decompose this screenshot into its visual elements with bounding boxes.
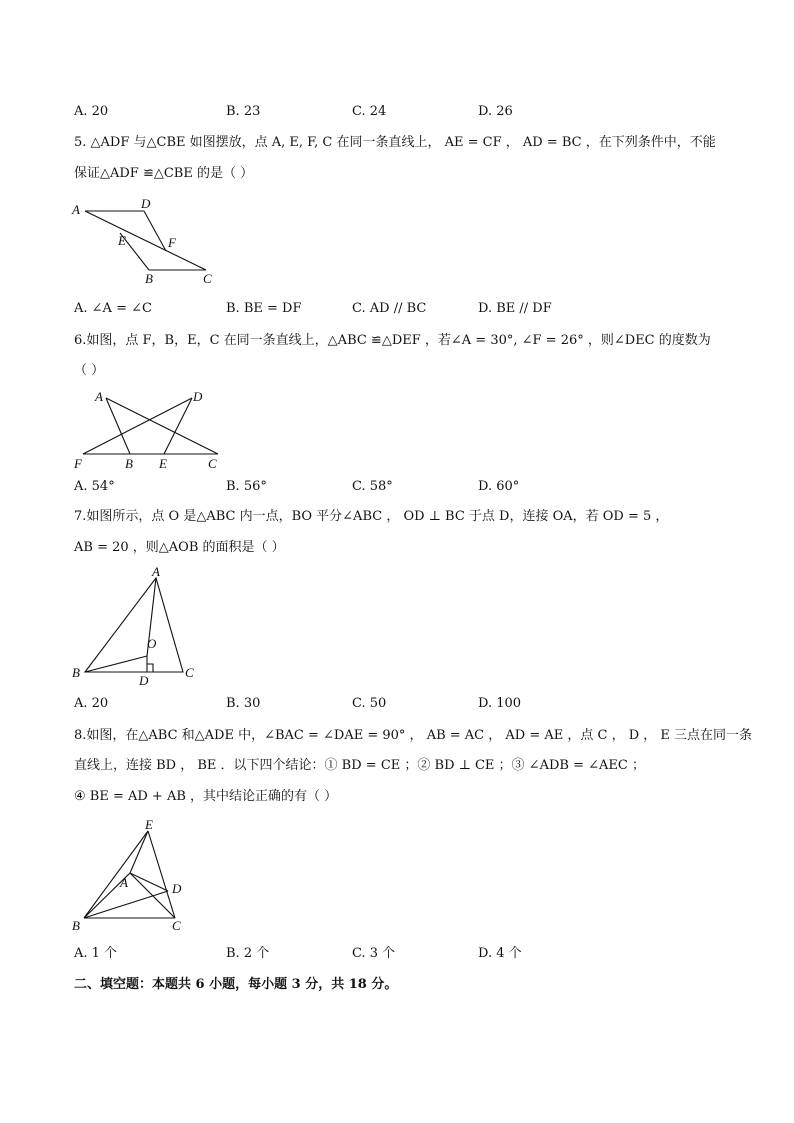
q5-option-a[interactable]: A. ∠A = ∠C xyxy=(74,301,152,316)
q6-segment-ac xyxy=(106,398,218,454)
q4-option-d[interactable]: D. 26 xyxy=(478,104,513,119)
q8-label-a: A xyxy=(120,875,128,890)
q8-label-e: E xyxy=(145,817,153,832)
q6-label-a: A xyxy=(95,389,103,404)
q5-label-c: C xyxy=(203,271,212,286)
q4-option-b[interactable]: B. 23 xyxy=(226,104,261,119)
section2-heading: 二、填空题：本题共 6 小题，每小题 3 分，共 18 分。 xyxy=(74,977,398,992)
q8-option-d[interactable]: D. 4 个 xyxy=(478,946,522,961)
q6-label-d: D xyxy=(193,389,203,404)
q6-segment-fd xyxy=(83,398,192,454)
q5-option-c[interactable]: C. AD // BC xyxy=(352,301,427,316)
q7-option-d[interactable]: D. 100 xyxy=(478,696,522,711)
q8-figure xyxy=(68,813,208,939)
q4-option-a[interactable]: A. 20 xyxy=(74,104,109,119)
q7-right-angle-mark xyxy=(147,664,153,672)
q5-text-line2: 保证△ADF ≌△CBE 的是（ ） xyxy=(74,166,254,181)
q5-segment-ac xyxy=(85,211,206,270)
q5-text-line1: 5. △ADF 与△CBE 如图摆放，点 A, E, F, C 在同一条直线上， AE = CF ， AD = BC ，在下列条件中，不能 xyxy=(74,135,716,150)
q7-figure xyxy=(68,562,218,688)
q5-label-f: F xyxy=(168,235,176,250)
q6-option-c[interactable]: C. 58° xyxy=(352,479,393,494)
q8-text-line2: 直线上，连接 BD ， BE ．以下四个结论：① BD = CE ；② BD ⊥ CE ；③ ∠ADB = ∠AEC ； xyxy=(74,758,645,773)
q6-label-f: F xyxy=(74,456,82,471)
q7-option-c[interactable]: C. 50 xyxy=(352,696,387,711)
q4-options xyxy=(74,103,714,121)
q8-option-a[interactable]: A. 1 个 xyxy=(74,946,118,961)
q8-text-line1: 8.如图，在△ABC 和△ADE 中，∠BAC = ∠DAE = 90° ， AB = AC ， AD = AE ，点 C ， D ， E 三点在同一条 xyxy=(74,728,753,743)
q6-segment-de xyxy=(164,398,192,454)
q7-label-d: D xyxy=(139,673,149,688)
q7-text-line1: 7.如图所示，点 O 是△ABC 内一点，BO 平分∠ABC ， OD ⊥ BC 于点 D，连接 OA，若 OD = 5 ， xyxy=(74,509,669,524)
q6-figure xyxy=(68,386,228,472)
q5-label-b: B xyxy=(145,271,153,286)
q6-option-b[interactable]: B. 56° xyxy=(226,479,267,494)
q5-label-e: E xyxy=(118,233,126,248)
q7-label-a: A xyxy=(152,564,160,579)
q5-option-b[interactable]: B. BE = DF xyxy=(226,301,302,316)
q6-segment-ab xyxy=(106,398,130,454)
q5-label-d: D xyxy=(141,196,151,211)
q5-label-a: A xyxy=(72,202,80,217)
q7-option-a[interactable]: A. 20 xyxy=(74,696,109,711)
q6-text-line2: （ ） xyxy=(74,363,105,378)
q8-label-d: D xyxy=(172,881,182,896)
q8-option-c[interactable]: C. 3 个 xyxy=(352,946,396,961)
q6-label-e: E xyxy=(159,456,167,471)
q8-options xyxy=(74,945,714,963)
q7-option-b[interactable]: B. 30 xyxy=(226,696,261,711)
q7-triangle-abc xyxy=(85,578,183,672)
q8-label-b: B xyxy=(72,918,80,933)
q7-segment-bo xyxy=(85,656,147,672)
q8-option-b[interactable]: B. 2 个 xyxy=(226,946,270,961)
q5-figure xyxy=(68,196,228,286)
q7-label-c: C xyxy=(185,665,194,680)
q6-options xyxy=(74,478,714,496)
q7-options xyxy=(74,695,714,713)
q8-segment-bd xyxy=(84,891,168,918)
q6-option-d[interactable]: D. 60° xyxy=(478,479,520,494)
q7-label-b: B xyxy=(72,665,80,680)
q8-label-c: C xyxy=(172,918,181,933)
q8-segment-be xyxy=(84,831,148,918)
q5-options xyxy=(74,300,714,318)
q8-text-line3: ④ BE = AD + AB ，其中结论正确的有（ ） xyxy=(74,789,338,804)
q7-text-line2: AB = 20 ，则△AOB 的面积是（ ） xyxy=(74,540,285,555)
q7-label-o: O xyxy=(147,636,157,651)
q6-text-line1: 6.如图，点 F，B，E，C 在同一条直线上，△ABC ≌△DEF ，若∠A = 30°, ∠F = 26° ，则∠DEC 的度数为 xyxy=(74,333,711,348)
q6-label-c: C xyxy=(208,456,217,471)
q4-option-c[interactable]: C. 24 xyxy=(352,104,387,119)
q5-option-d[interactable]: D. BE // DF xyxy=(478,301,552,316)
q6-label-b: B xyxy=(125,456,133,471)
q6-option-a[interactable]: A. 54° xyxy=(74,479,115,494)
